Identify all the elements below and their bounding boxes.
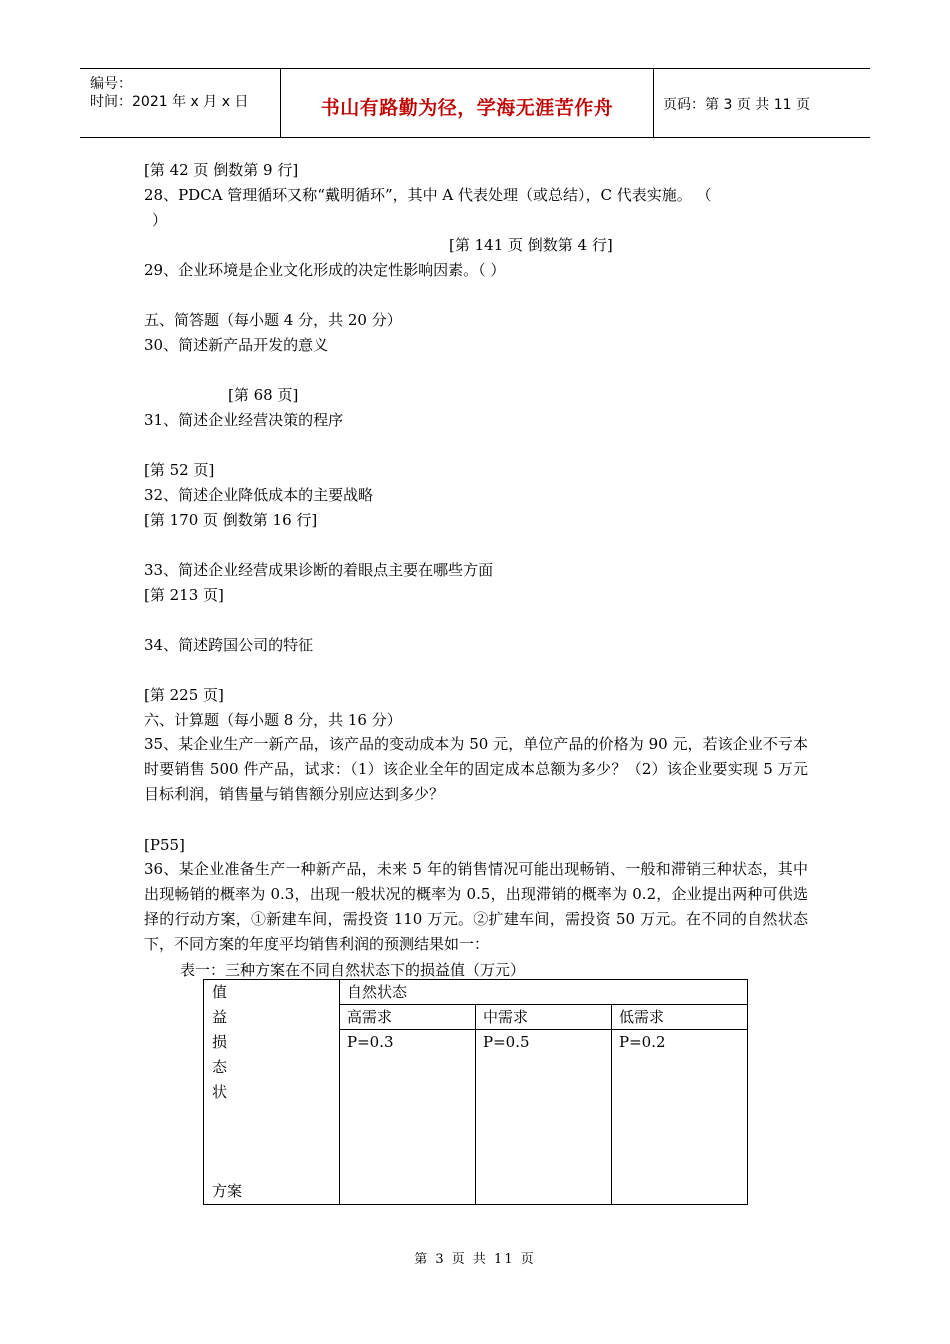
reference-28: [第 141 页 倒数第 4 行] — [449, 236, 613, 254]
payoff-table — [203, 979, 748, 1205]
page-header — [80, 68, 870, 138]
question-34: 34、简述跨国公司的特征 — [144, 636, 314, 654]
reference-34: [第 225 页] — [144, 686, 224, 704]
reference-31: [第 52 页] — [144, 461, 215, 479]
question-33: 33、简述企业经营成果诊断的着眼点主要在哪些方面 — [144, 561, 494, 579]
column-header: 中需求 — [476, 1005, 612, 1030]
probability-cell: P=0.3 — [340, 1030, 476, 1205]
corner-char: 状 — [212, 1083, 228, 1101]
time-label: 时间：2021 年 x 月 x 日 — [90, 94, 249, 110]
section-6-heading: 六、计算题（每小题 8 分，共 16 分） — [144, 711, 402, 729]
header-center-cell — [281, 69, 654, 137]
corner-char: 损 — [212, 1033, 228, 1051]
reference-33: [第 213 页] — [144, 586, 224, 604]
question-32: 32、简述企业降低成本的主要战略 — [144, 486, 374, 504]
question-31: 31、简述企业经营决策的程序 — [144, 411, 344, 429]
page-indicator: 页码：第 3 页 共 11 页 — [663, 97, 810, 113]
question-28-bracket: ） — [152, 211, 168, 229]
question-29: 29、企业环境是企业文化形成的决定性影响因素。（ ） — [144, 261, 506, 279]
header-left-cell — [80, 69, 281, 137]
state-header: 自然状态 — [340, 980, 748, 1005]
column-header: 高需求 — [340, 1005, 476, 1030]
question-35: 35、某企业生产一新产品，该产品的变动成本为 50 元，单位产品的价格为 90 元，若该企业不亏本时要销售 500 件产品，试求：（1）该企业全年的固定成本总额为多少？（2）该企业要实现 5 万元目标利润，销售量与销售额分别应达到多少？ — [144, 735, 808, 803]
question-28: 28、PDCA 管理循环又称“戴明循环”，其中 A 代表处理（或总结），C 代表实施。 （ — [144, 186, 712, 204]
question-36: 36、某企业准备生产一种新产品，未来 5 年的销售情况可能出现畅销、一般和滞销三种状态，其中出现畅销的概率为 0.3，出现一般状况的概率为 0.5，出现滞销的概率为 0.2，企业提出两种可供选择的行动方案，①新建车间，需投资 110 万元。②扩建车间，需投资 50 万元。在不同的自然状态下，不同方案的年度平均销售利润的预测结果如一： — [144, 860, 808, 953]
probability-cell: P=0.2 — [612, 1030, 748, 1205]
corner-char: 态 — [212, 1058, 228, 1076]
header-right-cell — [654, 69, 870, 137]
serial-label: 编号： — [90, 76, 132, 92]
reference-30: [第 68 页] — [228, 386, 299, 404]
question-30: 30、简述新产品开发的意义 — [144, 336, 329, 354]
reference-35: [P55] — [144, 836, 185, 854]
table-caption: 表一：三种方案在不同自然状态下的损益值（万元） — [180, 961, 526, 979]
page-footer: 第 3 页 共 11 页 — [414, 1252, 536, 1267]
corner-char: 益 — [212, 1008, 228, 1026]
corner-bottom-label: 方案 — [212, 1182, 243, 1200]
table-corner-cell — [204, 980, 340, 1205]
motto: 书山有路勤为径，学海无涯苦作舟 — [320, 97, 614, 119]
reference-line: [第 42 页 倒数第 9 行] — [144, 161, 299, 179]
reference-32: [第 170 页 倒数第 16 行] — [144, 511, 318, 529]
corner-char: 值 — [212, 983, 228, 1001]
column-header: 低需求 — [612, 1005, 748, 1030]
section-5-heading: 五、简答题（每小题 4 分，共 20 分） — [144, 311, 402, 329]
probability-cell: P=0.5 — [476, 1030, 612, 1205]
